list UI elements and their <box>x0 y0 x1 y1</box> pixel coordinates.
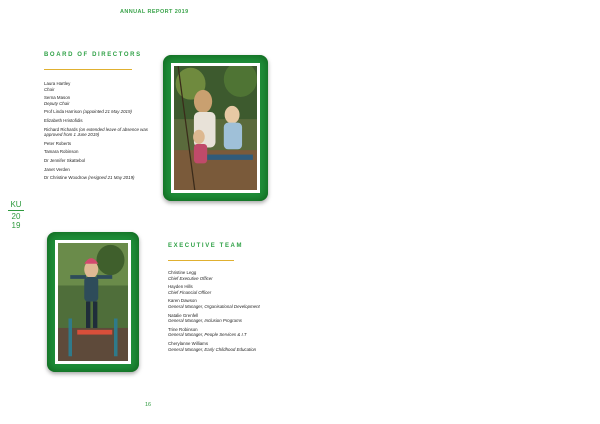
board-member <box>44 109 164 115</box>
side-label-ku: KU <box>10 200 22 209</box>
member-role: Chief Financial Officer <box>168 289 212 295</box>
board-heading-rule <box>44 69 132 70</box>
member-name: Hayden Hills <box>168 284 193 290</box>
photo-frame-child <box>47 232 139 372</box>
board-member <box>44 175 164 181</box>
board-member <box>44 95 164 106</box>
exec-list <box>168 270 308 355</box>
exec-member <box>168 284 308 295</box>
board-member <box>44 81 164 92</box>
member-name: Trine Robinson <box>168 326 198 332</box>
exec-member <box>168 341 308 352</box>
exec-member <box>168 270 308 281</box>
member-role: Chair <box>44 86 55 92</box>
member-name: Christine Legg <box>168 270 197 275</box>
board-member <box>44 141 164 147</box>
side-label-19: 19 <box>11 221 21 230</box>
board-member <box>44 167 164 173</box>
member-name: Tamara Robinson <box>44 149 79 155</box>
photo-frame-family <box>163 55 268 201</box>
side-label-20: 20 <box>11 212 21 221</box>
member-note: (resigned 21 May 2019) <box>86 175 135 181</box>
member-name: Dr Jennifer Skattebol <box>44 157 85 163</box>
photo-mat <box>55 240 131 364</box>
member-role: General Manager, People Services & I.T <box>168 332 247 338</box>
member-role: General Manager, Organisational Development <box>168 303 260 309</box>
board-member <box>44 149 164 155</box>
member-role: Deputy Chair <box>44 100 70 106</box>
child-photo <box>58 243 128 361</box>
ku-side-label <box>8 200 24 230</box>
photo-mat <box>171 63 260 193</box>
board-member <box>44 127 164 138</box>
member-name: Prof Linda Harrison <box>44 109 82 115</box>
exec-member <box>168 327 308 338</box>
family-photo <box>174 66 257 190</box>
member-note: (appointed 21 May 2019) <box>81 109 132 115</box>
exec-heading-rule <box>168 260 234 261</box>
member-role: General Manager, Inclusion Programs <box>168 318 242 324</box>
board-member <box>44 158 164 164</box>
member-name: Natalie Grenfell <box>168 312 199 318</box>
member-name: Serna Mason <box>44 95 71 101</box>
member-name: Elizabeth Hristofidis <box>44 117 83 123</box>
member-name: Peter Roberts <box>44 140 72 146</box>
member-name: Laura Hartley <box>44 81 71 86</box>
member-note: (on extended leave of absence was approved from 1 June 2019) <box>44 126 148 138</box>
member-role: General Manager, Early Childhood Education <box>168 346 257 352</box>
member-name: Janet Verden <box>44 166 70 172</box>
board-list <box>44 81 164 184</box>
member-name: Karen Dawson <box>168 298 197 304</box>
report-header: ANNUAL REPORT 2019 <box>120 9 189 15</box>
member-role: Chief Executive Officer <box>168 275 213 281</box>
side-label-divider <box>8 210 24 211</box>
board-heading: BOARD OF DIRECTORS <box>44 52 142 58</box>
exec-heading: EXECUTIVE TEAM <box>168 243 244 249</box>
member-name: Dr Christine Woodrow <box>44 175 87 181</box>
member-name: Richard Richards <box>44 126 78 132</box>
board-member <box>44 118 164 124</box>
member-name: Cherylanne Williams <box>168 340 209 346</box>
exec-member <box>168 298 308 309</box>
page-number: 16 <box>145 402 152 408</box>
exec-member <box>168 313 308 324</box>
